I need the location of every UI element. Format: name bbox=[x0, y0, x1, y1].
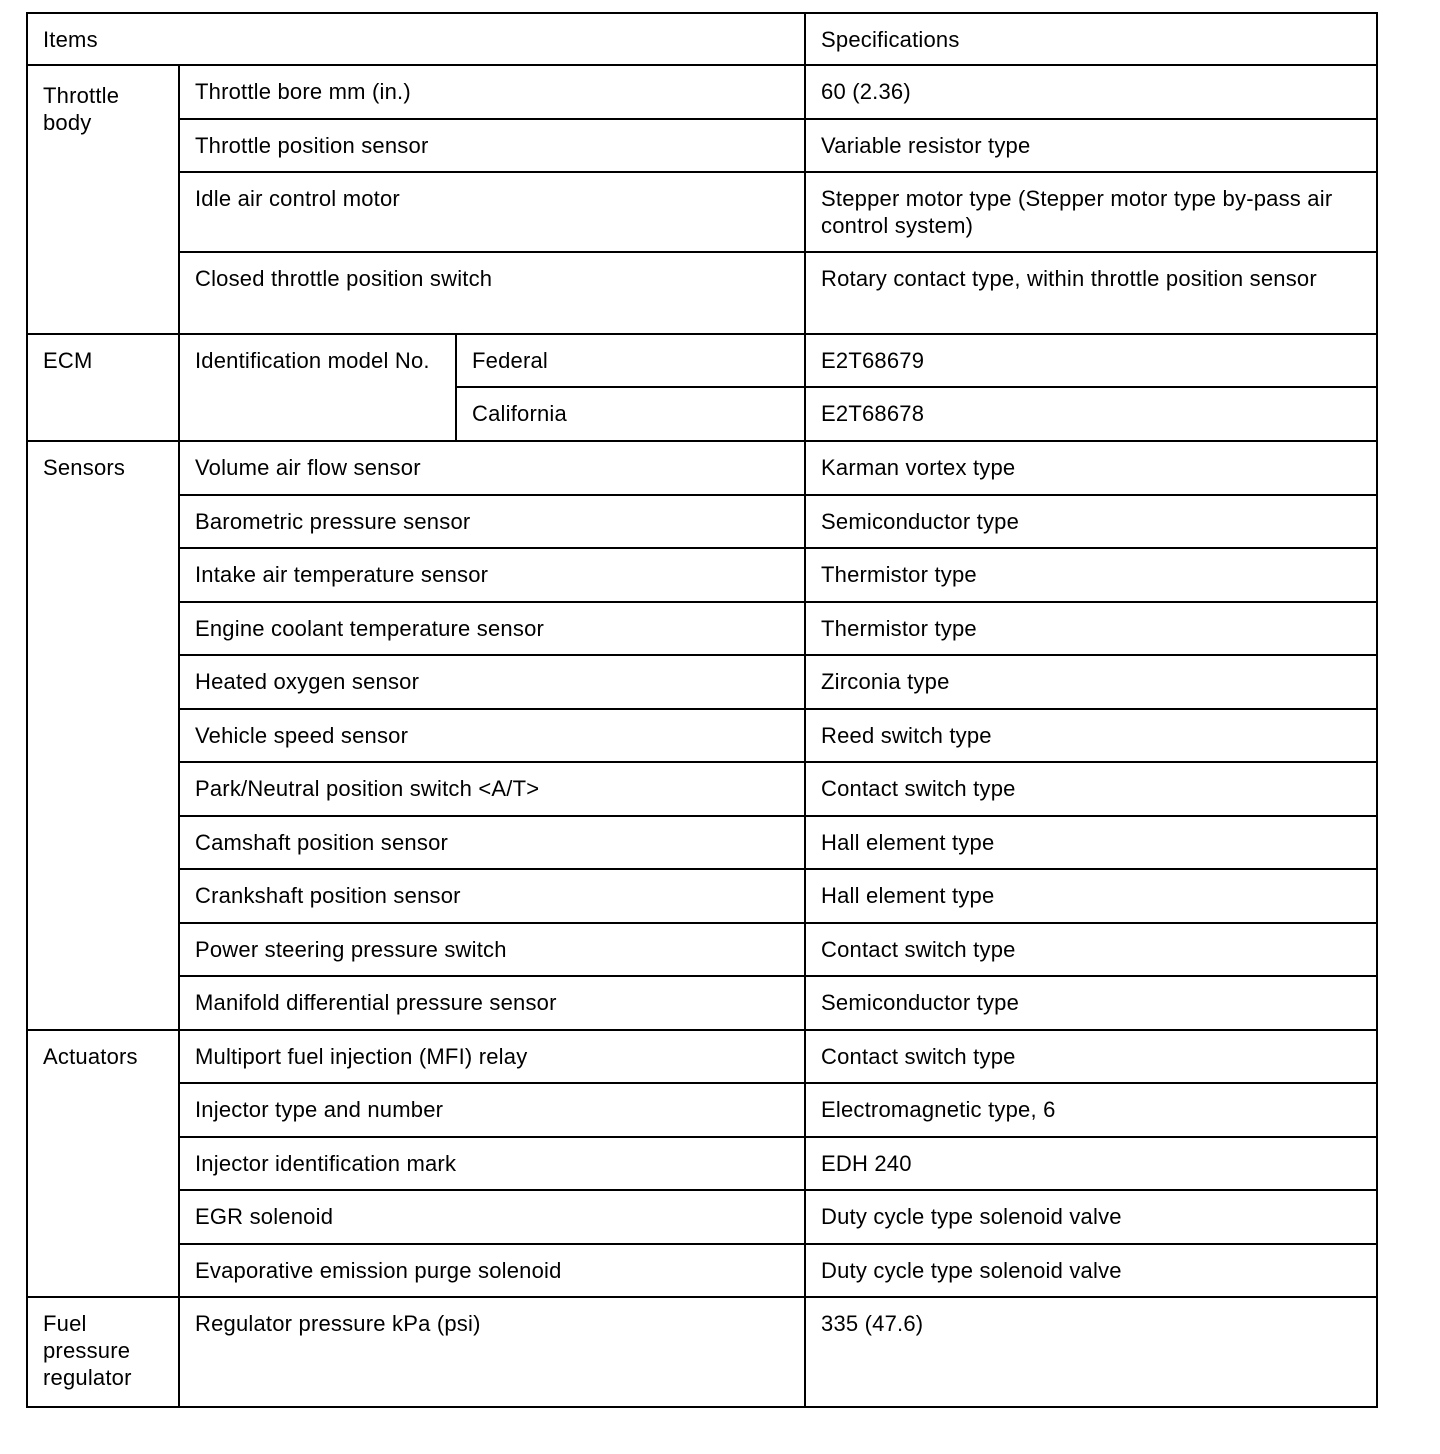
spec-cell: Semiconductor type bbox=[805, 495, 1377, 548]
spec-cell: E2T68678 bbox=[805, 387, 1377, 441]
spec-cell: E2T68679 bbox=[805, 334, 1377, 387]
spec-cell: Contact switch type bbox=[805, 923, 1377, 976]
spec-cell: Semiconductor type bbox=[805, 976, 1377, 1030]
group-ecm: ECM bbox=[27, 334, 179, 441]
spec-cell: Thermistor type bbox=[805, 548, 1377, 602]
item-cell: Closed throttle position switch bbox=[179, 252, 805, 334]
spec-cell: Duty cycle type solenoid valve bbox=[805, 1244, 1377, 1297]
item-cell: Multiport fuel injection (MFI) relay bbox=[179, 1030, 805, 1083]
table-row bbox=[27, 869, 1377, 923]
spec-cell: Thermistor type bbox=[805, 602, 1377, 655]
table-row bbox=[27, 495, 1377, 548]
spec-cell: Electromagnetic type, 6 bbox=[805, 1083, 1377, 1137]
item-cell: Camshaft position sensor bbox=[179, 816, 805, 869]
item-cell: EGR solenoid bbox=[179, 1190, 805, 1244]
item-cell: Idle air control motor bbox=[179, 172, 805, 252]
item-cell: Park/Neutral position switch <A/T> bbox=[179, 762, 805, 816]
table-row bbox=[27, 119, 1377, 172]
header-row bbox=[27, 13, 1377, 65]
table-row bbox=[27, 1190, 1377, 1244]
spec-cell: Hall element type bbox=[805, 816, 1377, 869]
table-row bbox=[27, 1137, 1377, 1190]
item-cell: Power steering pressure switch bbox=[179, 923, 805, 976]
item-cell: Vehicle speed sensor bbox=[179, 709, 805, 762]
spec-cell: Reed switch type bbox=[805, 709, 1377, 762]
table-row bbox=[27, 816, 1377, 869]
item-cell: Throttle position sensor bbox=[179, 119, 805, 172]
table-row bbox=[27, 172, 1377, 252]
spec-cell: Zirconia type bbox=[805, 655, 1377, 709]
group-line: regulator bbox=[43, 1365, 132, 1390]
spec-cell: Stepper motor type (Stepper motor type by-pass air control system) bbox=[805, 172, 1377, 252]
item-cell: Regulator pressure kPa (psi) bbox=[179, 1297, 805, 1407]
table-row bbox=[27, 1244, 1377, 1297]
spec-cell: Variable resistor type bbox=[805, 119, 1377, 172]
table-row bbox=[27, 441, 1377, 495]
table-row bbox=[27, 252, 1377, 334]
table-row bbox=[27, 334, 1377, 387]
table-row bbox=[27, 709, 1377, 762]
group-actuators: Actuators bbox=[27, 1030, 179, 1297]
group-fuel-pressure-regulator bbox=[27, 1297, 179, 1407]
table-row bbox=[27, 602, 1377, 655]
item-cell: Injector type and number bbox=[179, 1083, 805, 1137]
group-line: Fuel bbox=[43, 1311, 87, 1336]
spec-cell: EDH 240 bbox=[805, 1137, 1377, 1190]
variant-cell: Federal bbox=[456, 334, 805, 387]
table-row bbox=[27, 923, 1377, 976]
table-row bbox=[27, 65, 1377, 119]
table-row bbox=[27, 762, 1377, 816]
item-cell: Intake air temperature sensor bbox=[179, 548, 805, 602]
spec-cell: 335 (47.6) bbox=[805, 1297, 1377, 1407]
item-cell: Throttle bore mm (in.) bbox=[179, 65, 805, 119]
table-row bbox=[27, 976, 1377, 1030]
item-cell: Crankshaft position sensor bbox=[179, 869, 805, 923]
item-cell: Volume air flow sensor bbox=[179, 441, 805, 495]
table-row bbox=[27, 1083, 1377, 1137]
item-cell: Engine coolant temperature sensor bbox=[179, 602, 805, 655]
spec-cell: Contact switch type bbox=[805, 1030, 1377, 1083]
table-row bbox=[27, 655, 1377, 709]
item-cell: Evaporative emission purge solenoid bbox=[179, 1244, 805, 1297]
item-cell: Heated oxygen sensor bbox=[179, 655, 805, 709]
spec-cell: Karman vortex type bbox=[805, 441, 1377, 495]
group-line: pressure bbox=[43, 1338, 131, 1363]
table-row bbox=[27, 1297, 1377, 1407]
item-cell: Barometric pressure sensor bbox=[179, 495, 805, 548]
item-cell: Manifold differential pressure sensor bbox=[179, 976, 805, 1030]
spec-cell: Duty cycle type solenoid valve bbox=[805, 1190, 1377, 1244]
header-items: Items bbox=[27, 13, 805, 65]
table-row bbox=[27, 548, 1377, 602]
spec-cell: 60 (2.36) bbox=[805, 65, 1377, 119]
item-cell: Identification model No. bbox=[179, 334, 456, 441]
variant-cell: California bbox=[456, 387, 805, 441]
group-throttle-body: Throttle body bbox=[27, 65, 179, 334]
spec-cell: Rotary contact type, within throttle position sensor bbox=[805, 252, 1377, 334]
table-row bbox=[27, 1030, 1377, 1083]
header-specifications: Specifications bbox=[805, 13, 1377, 65]
spec-cell: Hall element type bbox=[805, 869, 1377, 923]
item-cell: Injector identification mark bbox=[179, 1137, 805, 1190]
specifications-table bbox=[26, 12, 1378, 1408]
group-sensors: Sensors bbox=[27, 441, 179, 1030]
spec-cell: Contact switch type bbox=[805, 762, 1377, 816]
